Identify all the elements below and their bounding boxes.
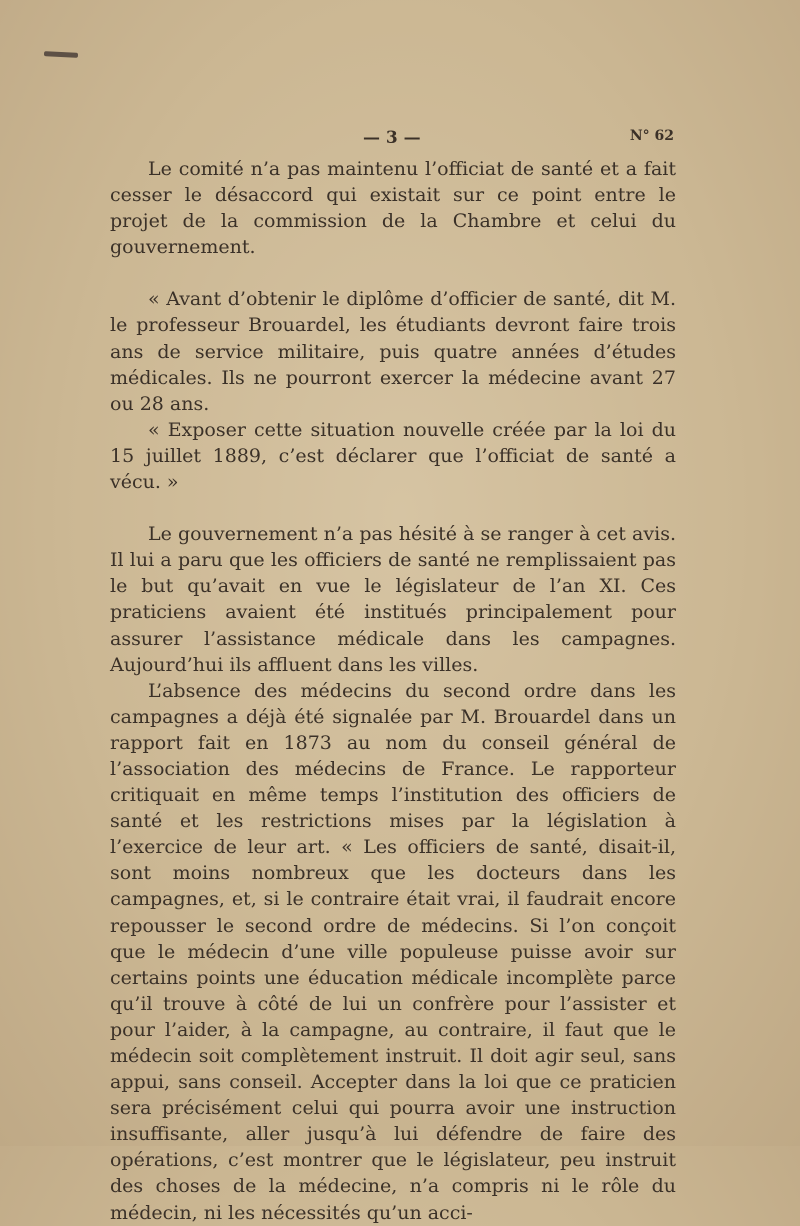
paragraph: « Exposer cette situation nouvelle créée par la loi du 15 juillet 1889, c’est déclarer que l’officiat de santé a vécu. »	[110, 418, 676, 494]
paragraph: Le gouvernement n’a pas hésité à se ranger à cet avis. Il lui a paru que les officiers de santé ne remplissaient pas le but qu’avait en vue le législateur de l’an XI. Ces praticiens avaient été institués principalement pour assurer l’assistance médicale dans les campagnes. Aujourd’hui ils affluent dans les villes.	[110, 523, 676, 676]
ink-mark	[44, 51, 78, 58]
page-header	[110, 128, 676, 150]
paragraph: Le comité n’a pas maintenu l’officiat de santé et a fait cesser le désaccord qui existait sur ce point entre le projet de la commission de la Chambre et celui du gouvernement.	[110, 158, 676, 259]
body-text	[110, 156, 676, 1226]
page-number: — 3 —	[363, 128, 421, 148]
paragraph: « Avant d’obtenir le diplôme d’officier de santé, dit M. le professeur Brouardel, les étudiants devront faire trois ans de service militaire, puis quatre années d’études médicales. Ils ne pourront exercer la médecine avant 27 ou 28 ans.	[110, 288, 676, 415]
document-number: N° 62	[629, 128, 674, 144]
paragraph: L’absence des médecins du second ordre dans les campagnes a déjà été signalée par M. Brouardel dans un rapport fait en 1873 au nom du conseil général de l’association des médecins de France. Le rapporteur critiquait en même temps l’institution des officiers de santé et les restrictions mises par la législation à l’exercice de leur art. « Les officiers de santé, disait-il, sont moins nombreux que les docteurs dans les campagnes, et, si le contraire était vrai, il faudrait encore repousser le second ordre de médecins. Si l’on conçoit que le médecin d’une ville populeuse puisse avoir sur certains points une éducation médicale incomplète parce qu’il trouve à côté de lui un confrère pour l’assister et pour l’aider, à la campagne, au contraire, il faut que le médecin soit complètement instruit. Il doit agir seul, sans appui, sans conseil. Accepter dans la loi que ce praticien sera précisément celui qui pourra avoir une instruction insuffisante, aller jusqu’à lui défendre de faire des opérations, c’est montrer que le législateur, peu instruit des choses de la médecine, n’a compris ni le rôle du médecin, ni les nécessités qu’un acci-	[110, 679, 676, 1224]
